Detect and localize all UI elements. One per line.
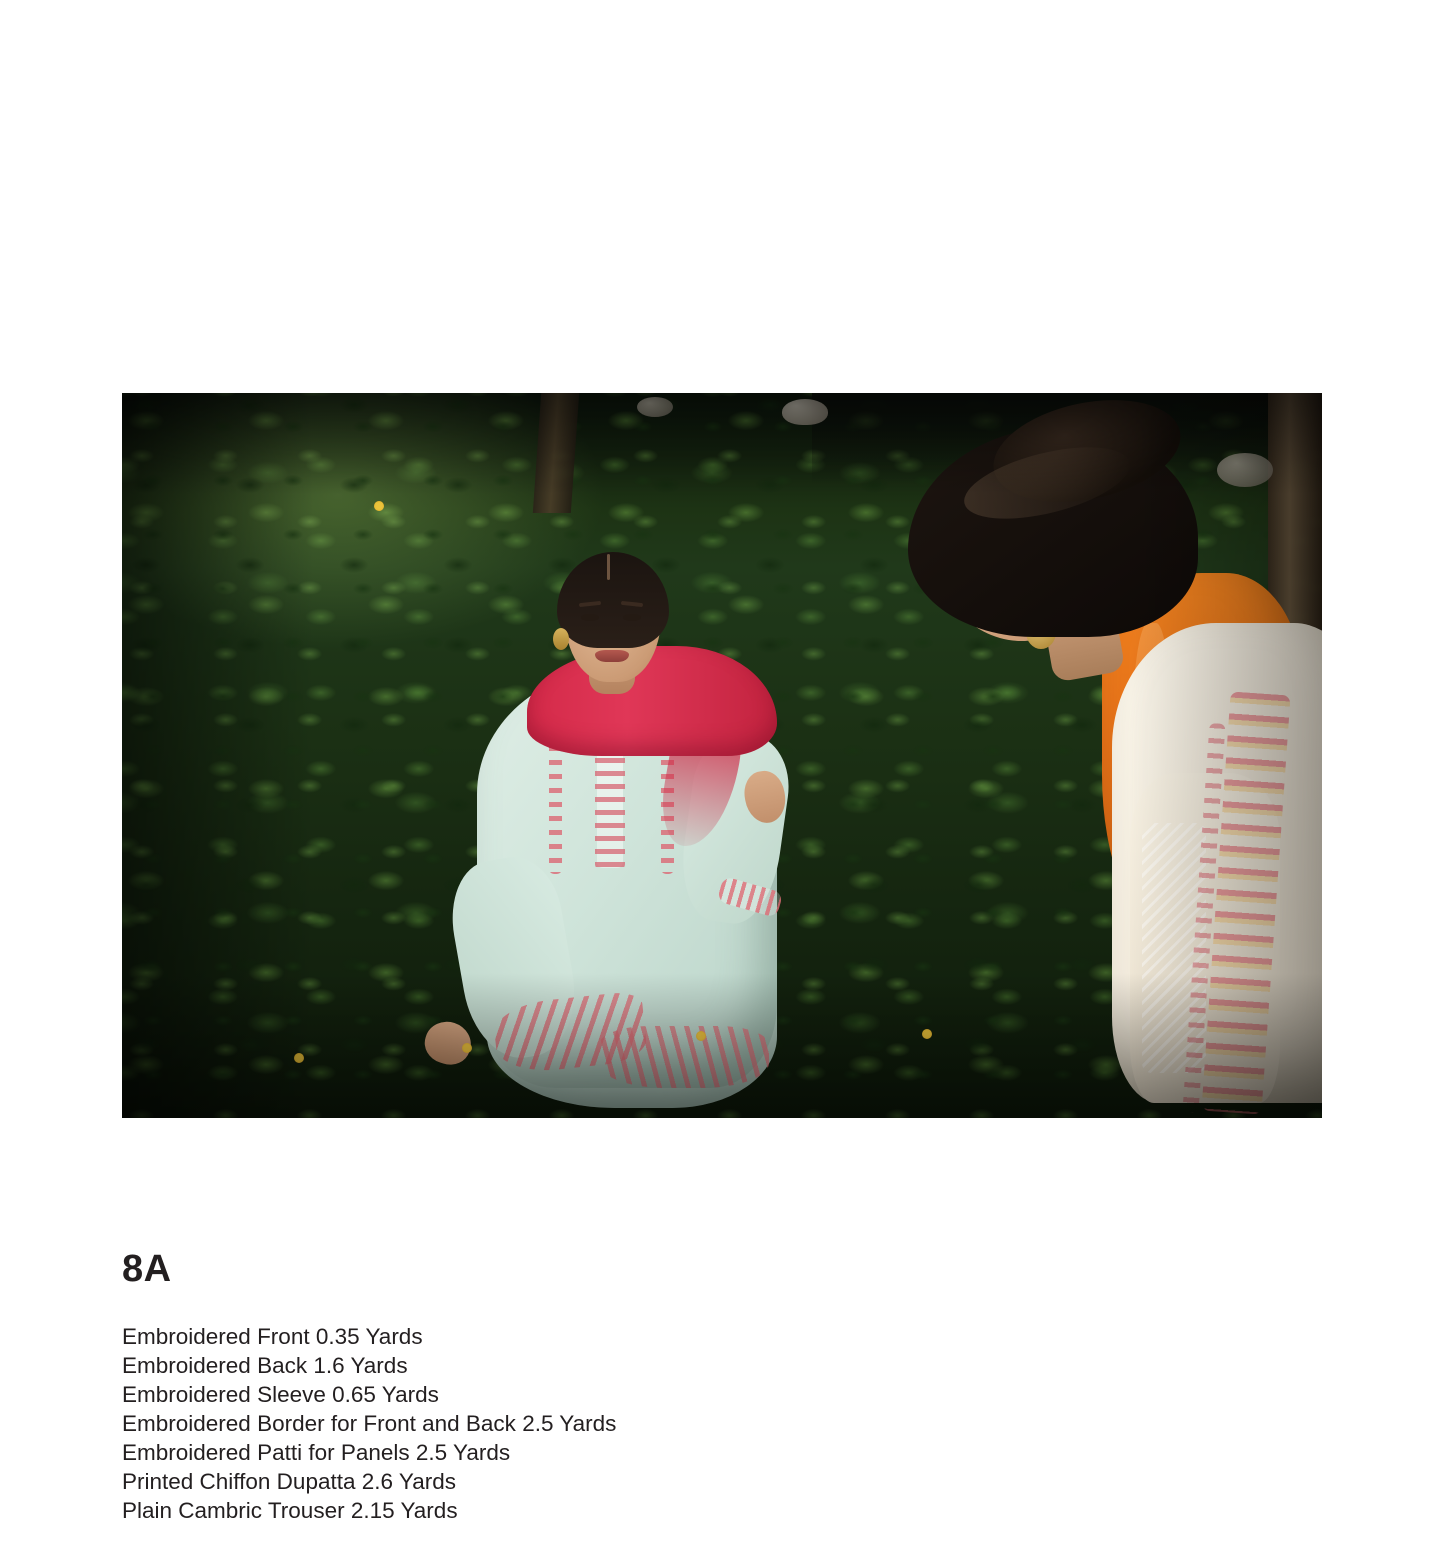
caption-block <box>122 1250 1122 1525</box>
list-item: Embroidered Back 1.6 Yards <box>122 1353 408 1378</box>
list-item: Printed Chiffon Dupatta 2.6 Yards <box>122 1469 456 1494</box>
list-item: Embroidered Patti for Panels 2.5 Yards <box>122 1440 511 1465</box>
photo-vignette <box>122 393 1322 1118</box>
product-photo <box>122 393 1322 1118</box>
list-item: Embroidered Sleeve 0.65 Yards <box>122 1382 439 1407</box>
design-code: 8A <box>122 1248 172 1290</box>
list-item: Embroidered Border for Front and Back 2.5 Yards <box>122 1411 617 1436</box>
list-item: Embroidered Front 0.35 Yards <box>122 1324 423 1349</box>
fabric-spec-list <box>122 1322 1122 1525</box>
list-item: Plain Cambric Trouser 2.15 Yards <box>122 1498 458 1523</box>
